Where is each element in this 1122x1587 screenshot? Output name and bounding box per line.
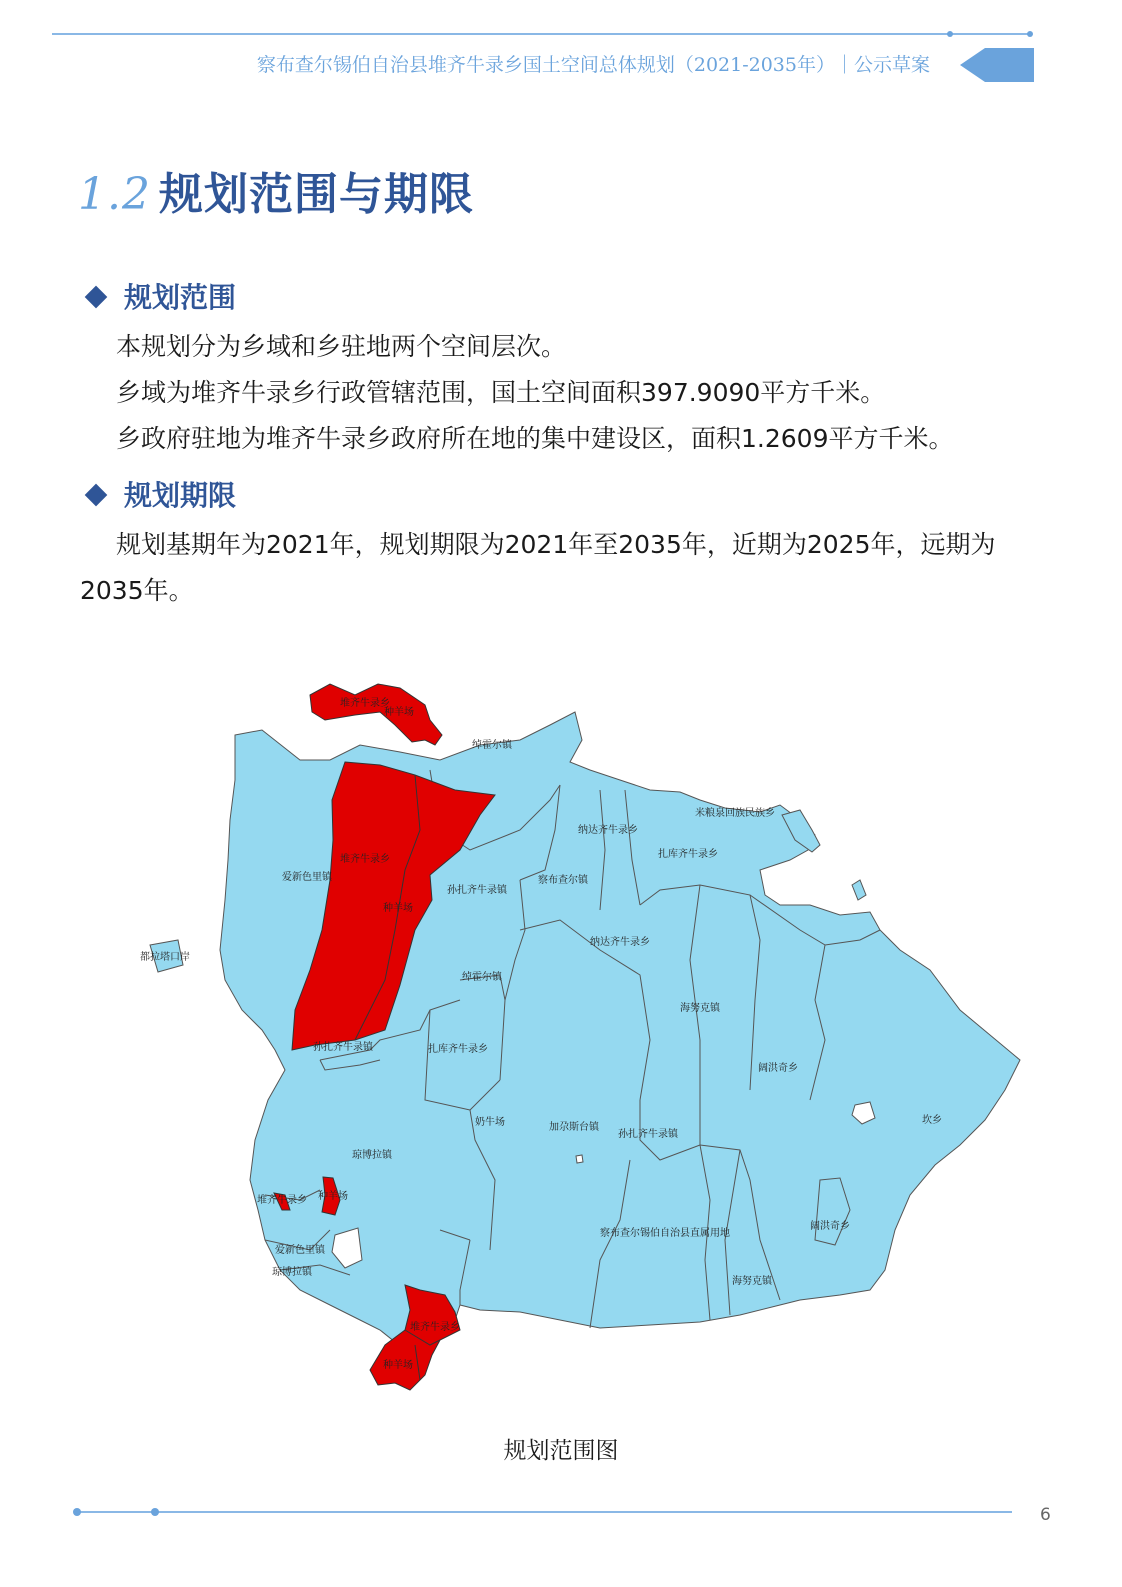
map-label-24: 堆齐牛录乡 bbox=[257, 1195, 307, 1206]
map-label-19: 奶牛场 bbox=[475, 1117, 505, 1128]
scope-paragraphs bbox=[80, 324, 1040, 462]
map-label-14: 绰霍尔镇 bbox=[462, 972, 502, 983]
map-label-5: 纳达齐牛录乡 bbox=[578, 825, 638, 836]
period-heading-text: 规划期限 bbox=[124, 479, 237, 512]
section-number: 1.2 bbox=[78, 169, 151, 220]
period-text: 规划基期年为2021年，规划期限为2021年至2035年，近期为2025年，远期为2035年。 bbox=[80, 530, 996, 605]
map-label-4: 米粮泉回族民族乡 bbox=[695, 808, 775, 819]
page-number: 6 bbox=[1040, 1505, 1051, 1525]
map-label-15: 海努克镇 bbox=[680, 1003, 720, 1014]
diamond-bullet-icon bbox=[85, 484, 108, 507]
scope-text-1: 本规划分为乡域和乡驻地两个空间层次。 bbox=[116, 332, 567, 361]
section-title bbox=[78, 158, 474, 222]
map-label-7: 爱新色里镇 bbox=[282, 872, 332, 883]
map-label-6: 扎库齐牛录乡 bbox=[658, 849, 718, 860]
map-label-10: 孙扎齐牛录镇 bbox=[447, 885, 507, 896]
map-label-3: 绰霍尔镇 bbox=[472, 740, 512, 751]
period-heading bbox=[82, 474, 236, 514]
scope-text-2: 乡域为堆齐牛录乡行政管辖范围，国土空间面积397.9090平方千米。 bbox=[116, 378, 886, 407]
map-label-11: 察布查尔镇 bbox=[538, 875, 588, 886]
map-label-23: 琼博拉镇 bbox=[352, 1150, 392, 1161]
highlight-north bbox=[310, 684, 442, 745]
map-label-25: 种羊场 bbox=[318, 1191, 348, 1202]
map-label-21: 孙扎齐牛录镇 bbox=[618, 1129, 678, 1140]
scope-paragraph-3 bbox=[80, 416, 1040, 462]
map-label-17: 扎库齐牛录乡 bbox=[428, 1044, 488, 1055]
map-label-27: 察布查尔锡伯自治县直属用地 bbox=[600, 1228, 730, 1239]
scope-paragraph-1 bbox=[80, 324, 1040, 370]
period-paragraph bbox=[80, 522, 1040, 614]
map-label-31: 堆齐牛录乡 bbox=[410, 1322, 460, 1333]
map-label-8: 堆齐牛录乡 bbox=[340, 854, 390, 865]
scope-paragraph-2 bbox=[80, 370, 1040, 416]
map-label-9: 种羊场 bbox=[383, 903, 413, 914]
scope-heading bbox=[82, 276, 236, 316]
section-title-text: 规划范围与期限 bbox=[158, 169, 474, 220]
map-label-26: 阔洪奇乡 bbox=[810, 1221, 850, 1232]
diamond-bullet-icon bbox=[85, 286, 108, 309]
map-caption: 规划范围图 bbox=[503, 1438, 619, 1464]
map-enclave-4 bbox=[576, 1155, 583, 1163]
map-label-28: 爱新色里镇 bbox=[275, 1245, 325, 1256]
planning-scope-map bbox=[0, 660, 1122, 1420]
header-title: 察布查尔锡伯自治县堆齐牛录乡国土空间总体规划（2021-2035年）｜公示草案 bbox=[256, 54, 930, 76]
map-label-1: 堆齐牛录乡 bbox=[340, 698, 390, 709]
map-label-16: 孙扎齐牛录镇 bbox=[313, 1042, 373, 1053]
scope-text-3: 乡政府驻地为堆齐牛录乡政府所在地的集中建设区，面积1.2609平方千米。 bbox=[116, 424, 954, 453]
map-label-12: 都拉塔口岸 bbox=[140, 952, 190, 963]
map-label-2: 种羊场 bbox=[384, 707, 414, 718]
map-label-18: 阔洪奇乡 bbox=[758, 1063, 798, 1074]
map-label-32: 种羊场 bbox=[383, 1360, 413, 1371]
map-label-22: 坎乡 bbox=[922, 1115, 942, 1126]
map-label-29: 琼博拉镇 bbox=[272, 1267, 312, 1278]
map-label-13: 纳达齐牛录乡 bbox=[590, 937, 650, 948]
map-label-30: 海努克镇 bbox=[732, 1276, 772, 1287]
scope-heading-text: 规划范围 bbox=[124, 281, 237, 314]
header-tab-shape bbox=[960, 48, 1034, 82]
footer-rule bbox=[0, 1500, 1122, 1530]
map-label-20: 加尕斯台镇 bbox=[549, 1122, 599, 1133]
map-islet-east-2 bbox=[852, 880, 866, 900]
